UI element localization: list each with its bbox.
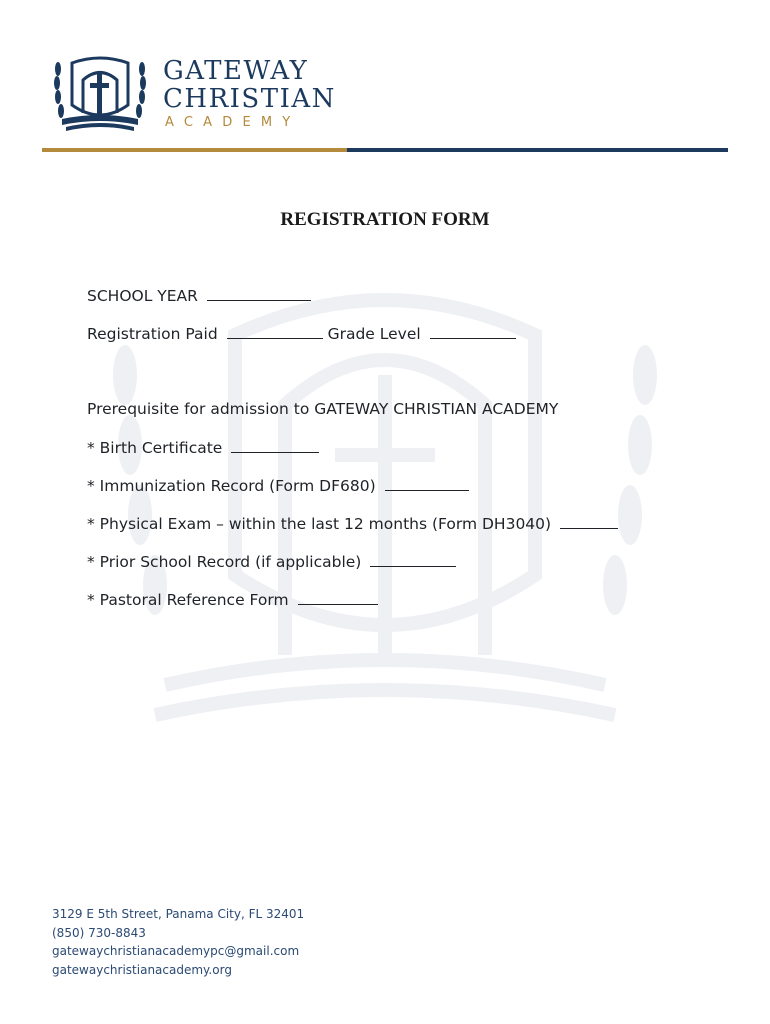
- footer-website: gatewaychristianacademy.org: [52, 962, 232, 977]
- registration-grade-line: [87, 324, 516, 343]
- prerequisite-item-label: * Immunization Record (Form DF680): [87, 477, 376, 495]
- prerequisite-item: [87, 476, 469, 495]
- registration-paid-field[interactable]: [227, 324, 323, 339]
- school-logo: [50, 55, 350, 140]
- logo-text-gateway: GATEWAY: [163, 56, 309, 86]
- grade-level-label: Grade Level: [327, 325, 421, 343]
- prerequisite-item-label: * Physical Exam – within the last 12 months (Form DH3040): [87, 515, 552, 533]
- footer-phone: (850) 730-8843: [52, 925, 146, 940]
- prerequisite-item-label: * Pastoral Reference Form: [87, 591, 289, 609]
- logo-text-christian: CHRISTIAN: [163, 84, 336, 114]
- birth-certificate-field[interactable]: [231, 438, 319, 453]
- physical-exam-field[interactable]: [560, 514, 618, 529]
- pastoral-reference-field[interactable]: [298, 590, 378, 605]
- school-year-line: [87, 286, 311, 305]
- prerequisite-item: [87, 552, 456, 571]
- immunization-record-field[interactable]: [385, 476, 469, 491]
- logo-text-academy: ACADEMY: [165, 115, 301, 130]
- form-title: REGISTRATION FORM: [280, 209, 490, 230]
- header-rule-gold: [42, 148, 347, 152]
- school-year-label: SCHOOL YEAR: [87, 287, 198, 305]
- prerequisite-item-label: * Birth Certificate: [87, 439, 223, 457]
- prerequisite-item: [87, 590, 378, 609]
- school-year-field[interactable]: [207, 286, 311, 301]
- prerequisite-item: [87, 438, 319, 457]
- footer-address: 3129 E 5th Street, Panama City, FL 32401: [52, 907, 305, 921]
- footer-contact: [52, 905, 304, 979]
- prerequisite-item-label: * Prior School Record (if applicable): [87, 553, 362, 571]
- registration-paid-label: Registration Paid: [87, 325, 218, 343]
- grade-level-field[interactable]: [430, 324, 516, 339]
- header-rule-navy: [347, 148, 728, 152]
- prerequisite-heading: Prerequisite for admission to GATEWAY CHRISTIAN ACADEMY: [87, 400, 559, 418]
- shield-cross-book-laurel-icon: [50, 55, 150, 135]
- prior-school-record-field[interactable]: [370, 552, 456, 567]
- prerequisite-item: [87, 514, 618, 533]
- footer-email: gatewaychristianacademypc@gmail.com: [52, 944, 300, 958]
